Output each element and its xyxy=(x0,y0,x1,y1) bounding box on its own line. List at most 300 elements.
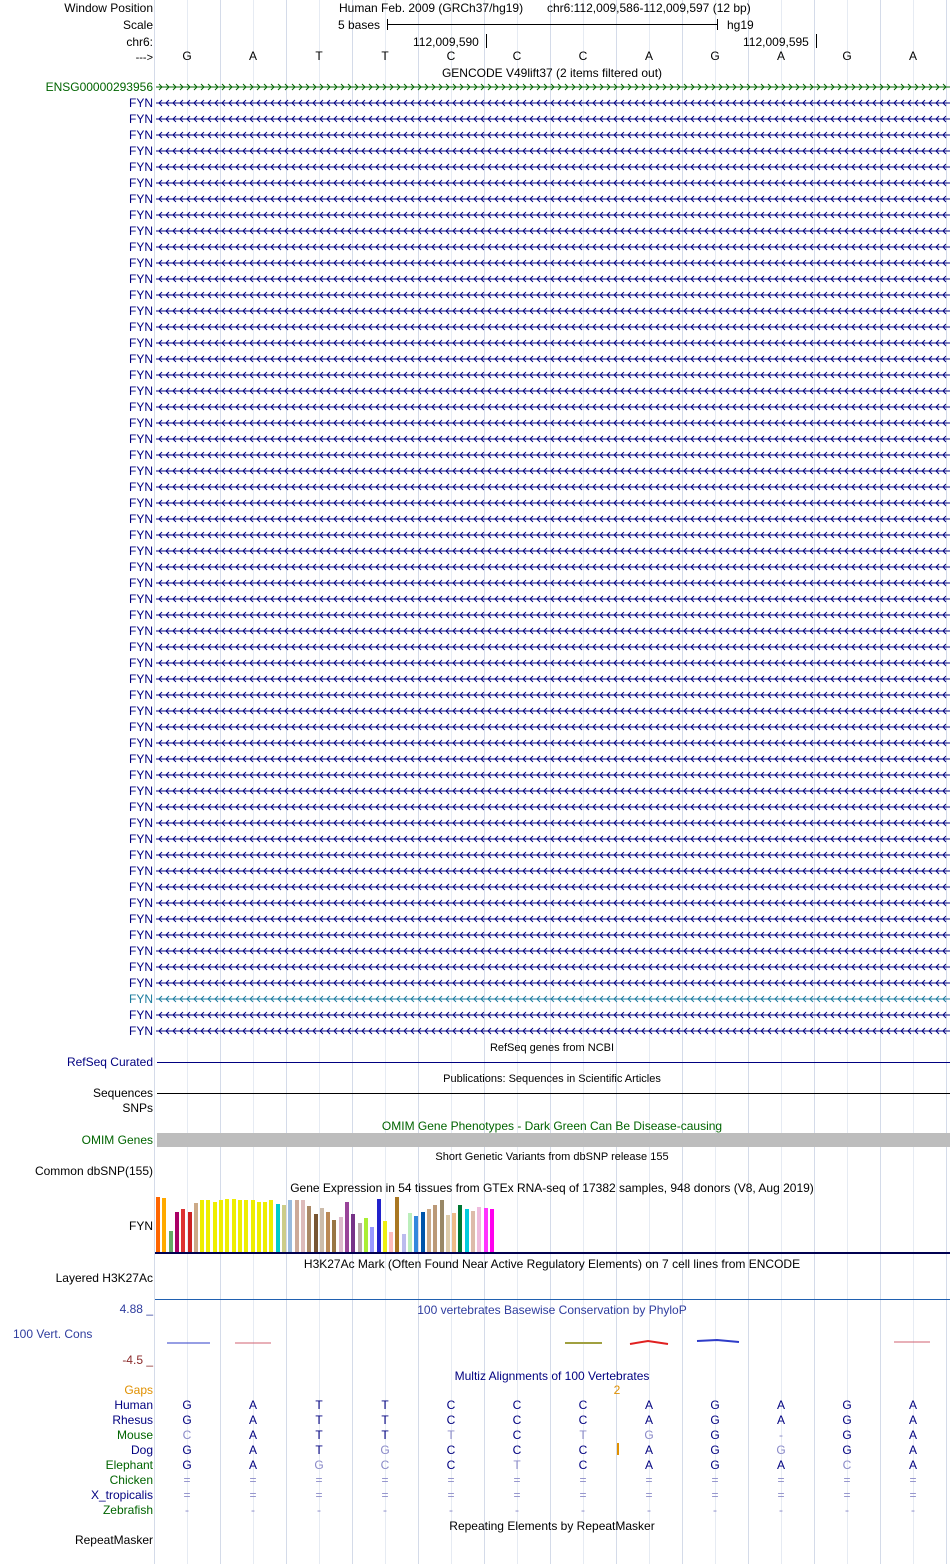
gtex-tissue-bar[interactable] xyxy=(446,1215,450,1252)
gencode-transcript-fyn[interactable] xyxy=(156,339,950,347)
multiz-base: - xyxy=(383,1503,387,1517)
multiz-base: G xyxy=(182,1413,192,1427)
base-letter: G xyxy=(842,49,852,63)
gtex-tissue-bar[interactable] xyxy=(162,1198,166,1252)
pubs-label-2[interactable]: SNPs xyxy=(122,1101,153,1115)
multiz-base: A xyxy=(248,1458,258,1472)
multiz-base: A xyxy=(776,1458,786,1472)
gencode-gene-label[interactable]: FYN xyxy=(129,640,153,654)
h3k27ac-baseline xyxy=(155,1299,950,1300)
gtex-tissue-bar[interactable] xyxy=(484,1208,488,1252)
gencode-gene-label[interactable]: FYN xyxy=(129,112,153,126)
multiz-base: C xyxy=(182,1428,192,1442)
base-letter: A xyxy=(908,49,918,63)
gencode-transcript-fyn[interactable] xyxy=(156,547,950,555)
base-letter: G xyxy=(182,49,192,63)
cons-min: -4.5 _ xyxy=(122,1353,153,1367)
gaps-label: Gaps xyxy=(124,1383,153,1397)
gencode-gene-label[interactable]: FYN xyxy=(129,624,153,638)
scale-label: Scale xyxy=(122,18,153,32)
gencode-transcript-fyn[interactable] xyxy=(156,803,950,811)
gencode-gene-label[interactable]: FYN xyxy=(129,672,153,686)
gtex-tissue-bar[interactable] xyxy=(320,1208,324,1252)
multiz-base: = xyxy=(843,1473,851,1487)
gencode-gene-label[interactable]: FYN xyxy=(129,784,153,798)
gtex-tissue-bar[interactable] xyxy=(194,1203,198,1252)
gap-count: 2 xyxy=(613,1383,621,1397)
h3k27ac-title[interactable]: H3K27Ac Mark (Often Found Near Active Regulatory Elements) on 7 cell lines from ENCODE xyxy=(303,1257,801,1271)
multiz-base: G xyxy=(776,1443,786,1457)
multiz-species-label[interactable]: Chicken xyxy=(109,1473,153,1487)
multiz-base: - xyxy=(845,1503,849,1517)
multiz-base: C xyxy=(380,1458,390,1472)
gtex-tissue-bar[interactable] xyxy=(433,1205,437,1252)
multiz-base: - xyxy=(911,1503,915,1517)
gencode-gene-label[interactable]: FYN xyxy=(129,528,153,542)
multiz-base: C xyxy=(512,1398,522,1412)
multiz-base: A xyxy=(776,1413,786,1427)
gtex-tissue-bar[interactable] xyxy=(225,1199,229,1252)
multiz-species-label[interactable]: Dog xyxy=(130,1443,153,1457)
gtex-tissue-bar[interactable] xyxy=(370,1227,374,1252)
gencode-transcript-fyn[interactable] xyxy=(156,675,950,683)
gencode-transcript-fyn[interactable] xyxy=(156,515,950,523)
gtex-tissue-bar[interactable] xyxy=(332,1220,336,1252)
multiz-base: A xyxy=(248,1428,258,1442)
gtex-tissue-bar[interactable] xyxy=(175,1212,179,1252)
gencode-transcript-fyn[interactable] xyxy=(156,483,950,491)
multiz-base: = xyxy=(183,1488,191,1502)
gencode-transcript-fyn[interactable] xyxy=(156,595,950,603)
gencode-gene-label[interactable]: FYN xyxy=(129,400,153,414)
gtex-tissue-bar[interactable] xyxy=(339,1217,343,1252)
gencode-transcript-fyn[interactable] xyxy=(156,947,950,955)
multiz-base: C xyxy=(842,1458,852,1472)
gtex-tissue-bar[interactable] xyxy=(414,1216,418,1252)
gtex-tissue-bar[interactable] xyxy=(307,1206,311,1252)
base-letter: C xyxy=(446,49,456,63)
gencode-gene-label[interactable]: FYN xyxy=(129,368,153,382)
pubs-line[interactable] xyxy=(157,1093,950,1094)
multiz-base: G xyxy=(710,1413,720,1427)
gencode-transcript-fyn[interactable] xyxy=(156,643,950,651)
gtex-tissue-bar[interactable] xyxy=(295,1200,299,1252)
gencode-gene-label[interactable]: FYN xyxy=(129,160,153,174)
gencode-transcript-ensg[interactable] xyxy=(156,83,950,91)
base-letter: T xyxy=(381,49,389,63)
multiz-base: - xyxy=(581,1503,585,1517)
rmsk-label[interactable]: RepeatMasker xyxy=(74,1533,153,1547)
gencode-transcript-fyn[interactable] xyxy=(156,179,950,187)
gencode-gene-label[interactable]: FYN xyxy=(129,432,153,446)
multiz-base: = xyxy=(579,1473,587,1487)
gencode-transcript-fyn[interactable] xyxy=(156,915,950,923)
gtex-tissue-bar[interactable] xyxy=(440,1200,444,1252)
coord-2: 112,009,595 xyxy=(743,35,809,49)
gencode-gene-label[interactable]: FYN xyxy=(129,864,153,878)
multiz-base: C xyxy=(512,1443,522,1457)
refseq-title[interactable]: RefSeq genes from NCBI xyxy=(489,1042,615,1054)
gtex-tissue-bar[interactable] xyxy=(251,1200,255,1252)
multiz-base: = xyxy=(315,1488,323,1502)
multiz-base: = xyxy=(645,1488,653,1502)
gencode-gene-label[interactable]: FYN xyxy=(129,208,153,222)
gencode-gene-label[interactable]: FYN xyxy=(129,176,153,190)
gencode-gene-label[interactable]: FYN xyxy=(129,992,153,1006)
gencode-transcript-fyn[interactable] xyxy=(156,963,950,971)
multiz-base: = xyxy=(711,1488,719,1502)
gencode-gene-label[interactable]: FYN xyxy=(129,576,153,590)
gencode-transcript-fyn[interactable] xyxy=(156,995,950,1003)
gencode-transcript-fyn[interactable] xyxy=(156,723,950,731)
gtex-tissue-bar[interactable] xyxy=(471,1211,475,1252)
multiz-base: - xyxy=(779,1503,783,1517)
gtex-tissue-bar[interactable] xyxy=(263,1202,267,1252)
multiz-base: A xyxy=(248,1413,258,1427)
multiz-base: T xyxy=(447,1428,455,1442)
gencode-gene-label[interactable]: FYN xyxy=(129,656,153,670)
gtex-tissue-bar[interactable] xyxy=(358,1223,362,1252)
gencode-transcript-fyn[interactable] xyxy=(156,1011,950,1019)
gencode-gene-label[interactable]: FYN xyxy=(129,192,153,206)
multiz-base: A xyxy=(908,1443,918,1457)
gencode-transcript-fyn[interactable] xyxy=(156,451,950,459)
h3k27ac-label[interactable]: Layered H3K27Ac xyxy=(55,1271,153,1285)
multiz-base: T xyxy=(381,1398,389,1412)
multiz-base: A xyxy=(644,1458,654,1472)
multiz-base: A xyxy=(908,1398,918,1412)
gtex-label[interactable]: FYN xyxy=(129,1219,153,1233)
multiz-species-label[interactable]: Zebrafish xyxy=(102,1503,153,1517)
multiz-base: - xyxy=(317,1503,321,1517)
multiz-base: A xyxy=(644,1398,654,1412)
gencode-transcript-fyn[interactable] xyxy=(156,147,950,155)
multiz-base: = xyxy=(579,1488,587,1502)
gtex-tissue-bar[interactable] xyxy=(326,1212,330,1252)
gtex-tissue-bar[interactable] xyxy=(232,1199,236,1252)
gencode-gene-label[interactable]: FYN xyxy=(129,416,153,430)
base-letter: A xyxy=(248,49,258,63)
gencode-transcript-fyn[interactable] xyxy=(156,579,950,587)
gencode-gene-label[interactable]: FYN xyxy=(129,976,153,990)
gtex-baseline xyxy=(155,1252,950,1254)
multiz-base: = xyxy=(315,1473,323,1487)
gencode-transcript-fyn[interactable] xyxy=(156,835,950,843)
gencode-transcript-fyn[interactable] xyxy=(156,755,950,763)
gencode-gene-label[interactable]: FYN xyxy=(129,512,153,526)
gtex-tissue-bar[interactable] xyxy=(402,1234,406,1252)
gencode-transcript-fyn[interactable] xyxy=(156,419,950,427)
gencode-gene-label[interactable]: FYN xyxy=(129,816,153,830)
gtex-tissue-bar[interactable] xyxy=(156,1197,160,1252)
gencode-gene-label[interactable]: FYN xyxy=(129,880,153,894)
multiz-base: G xyxy=(314,1458,324,1472)
gencode-transcript-fyn[interactable] xyxy=(156,115,950,123)
gencode-gene-label[interactable]: FYN xyxy=(129,592,153,606)
gencode-transcript-fyn[interactable] xyxy=(156,627,950,635)
omim-title[interactable]: OMIM Gene Phenotypes - Dark Green Can Be Disease-causing xyxy=(381,1119,723,1133)
cons-title[interactable]: 100 vertebrates Basewise Conservation by PhyloP xyxy=(417,1303,687,1317)
multiz-base: G xyxy=(710,1428,720,1442)
pubs-label-1[interactable]: Sequences xyxy=(92,1086,153,1100)
gtex-tissue-bar[interactable] xyxy=(257,1202,261,1252)
gtex-tissue-bar[interactable] xyxy=(188,1212,192,1252)
gencode-gene-label[interactable]: FYN xyxy=(129,288,153,302)
multiz-base: T xyxy=(315,1398,323,1412)
omim-bar[interactable] xyxy=(157,1133,950,1147)
multiz-base: T xyxy=(381,1428,389,1442)
gencode-gene-label[interactable]: FYN xyxy=(129,320,153,334)
gencode-gene-label[interactable]: FYN xyxy=(129,960,153,974)
gencode-gene-label[interactable]: FYN xyxy=(129,256,153,270)
multiz-base: A xyxy=(908,1413,918,1427)
gencode-transcript-fyn[interactable] xyxy=(156,99,950,107)
coord-1: 112,009,590 xyxy=(413,35,479,49)
gtex-tissue-bar[interactable] xyxy=(269,1200,273,1252)
multiz-base: - xyxy=(251,1503,255,1517)
gtex-tissue-bar[interactable] xyxy=(477,1207,481,1252)
multiz-base: G xyxy=(842,1398,852,1412)
gtex-tissue-bar[interactable] xyxy=(389,1232,393,1252)
gencode-gene-label[interactable]: FYN xyxy=(129,128,153,142)
gtex-tissue-bar[interactable] xyxy=(458,1205,462,1252)
gencode-transcript-fyn[interactable] xyxy=(156,131,950,139)
gencode-transcript-fyn[interactable] xyxy=(156,323,950,331)
gencode-gene-label[interactable]: FYN xyxy=(129,896,153,910)
gencode-gene-label[interactable]: FYN xyxy=(129,560,153,574)
multiz-species-label[interactable]: Elephant xyxy=(105,1458,153,1472)
scale-bar-left-tick xyxy=(387,19,388,30)
gencode-gene-label[interactable]: FYN xyxy=(129,240,153,254)
gencode-transcript-fyn[interactable] xyxy=(156,979,950,987)
gencode-transcript-fyn[interactable] xyxy=(156,931,950,939)
gtex-tissue-bar[interactable] xyxy=(276,1204,280,1252)
gencode-transcript-fyn[interactable] xyxy=(156,707,950,715)
gencode-gene-label[interactable]: ENSG00000293956 xyxy=(45,80,153,94)
gencode-gene-label[interactable]: FYN xyxy=(129,352,153,366)
gencode-transcript-fyn[interactable] xyxy=(156,819,950,827)
gencode-gene-label[interactable]: FYN xyxy=(129,720,153,734)
gtex-title[interactable]: Gene Expression in 54 tissues from GTEx RNA-seq of 17382 samples, 948 donors (V8, Aug 2019) xyxy=(290,1181,814,1195)
gtex-tissue-bar[interactable] xyxy=(351,1214,355,1252)
gencode-transcript-fyn[interactable] xyxy=(156,403,950,411)
dbsnp-label[interactable]: Common dbSNP(155) xyxy=(34,1164,153,1178)
gtex-tissue-bar[interactable] xyxy=(490,1209,494,1252)
gencode-transcript-fyn[interactable] xyxy=(156,739,950,747)
multiz-base: A xyxy=(644,1443,654,1457)
multiz-base: G xyxy=(182,1458,192,1472)
gtex-tissue-bar[interactable] xyxy=(465,1209,469,1252)
gtex-tissue-bar[interactable] xyxy=(288,1200,292,1252)
gencode-transcript-fyn[interactable] xyxy=(156,611,950,619)
gencode-transcript-fyn[interactable] xyxy=(156,787,950,795)
gencode-transcript-fyn[interactable] xyxy=(156,227,950,235)
gencode-transcript-fyn[interactable] xyxy=(156,899,950,907)
gencode-gene-label[interactable]: FYN xyxy=(129,1024,153,1038)
gencode-transcript-fyn[interactable] xyxy=(156,1027,950,1035)
gencode-transcript-fyn[interactable] xyxy=(156,275,950,283)
multiz-title[interactable]: Multiz Alignments of 100 Vertebrates xyxy=(454,1369,650,1383)
multiz-species-label[interactable]: X_tropicalis xyxy=(90,1488,153,1502)
gencode-transcript-fyn[interactable] xyxy=(156,659,950,667)
gencode-gene-label[interactable]: FYN xyxy=(129,384,153,398)
gencode-title[interactable]: GENCODE V49lift37 (2 items filtered out) xyxy=(441,66,663,80)
gencode-gene-label[interactable]: FYN xyxy=(129,224,153,238)
gencode-gene-label[interactable]: FYN xyxy=(129,704,153,718)
gencode-transcript-fyn[interactable] xyxy=(156,307,950,315)
gencode-gene-label[interactable]: FYN xyxy=(129,448,153,462)
gencode-transcript-fyn[interactable] xyxy=(156,499,950,507)
multiz-base: - xyxy=(185,1503,189,1517)
gencode-gene-label[interactable]: FYN xyxy=(129,464,153,478)
gencode-gene-label[interactable]: FYN xyxy=(129,848,153,862)
multiz-base: C xyxy=(578,1413,588,1427)
gtex-tissue-bar[interactable] xyxy=(427,1209,431,1252)
gtex-tissue-bar[interactable] xyxy=(364,1218,368,1252)
cons-label[interactable]: 100 Vert. Cons xyxy=(13,1327,93,1341)
gencode-transcript-fyn[interactable] xyxy=(156,531,950,539)
gencode-gene-label[interactable]: FYN xyxy=(129,1008,153,1022)
multiz-species-label[interactable]: Human xyxy=(114,1398,153,1412)
gencode-transcript-fyn[interactable] xyxy=(156,355,950,363)
gencode-gene-label[interactable]: FYN xyxy=(129,480,153,494)
gencode-gene-label[interactable]: FYN xyxy=(129,832,153,846)
multiz-base: - xyxy=(713,1503,717,1517)
gencode-transcript-fyn[interactable] xyxy=(156,163,950,171)
gencode-transcript-fyn[interactable] xyxy=(156,211,950,219)
multiz-species-label[interactable]: Mouse xyxy=(116,1428,153,1442)
scale-bar xyxy=(387,24,718,25)
dbsnp-title[interactable]: Short Genetic Variants from dbSNP release 155 xyxy=(435,1151,669,1163)
gtex-tissue-bar[interactable] xyxy=(408,1213,412,1252)
gencode-gene-label[interactable]: FYN xyxy=(129,928,153,942)
cons-wiggle[interactable] xyxy=(0,1330,950,1354)
scale-text: 5 bases xyxy=(338,18,381,32)
base-letter: A xyxy=(644,49,654,63)
multiz-base: = xyxy=(447,1488,455,1502)
gencode-gene-label[interactable]: FYN xyxy=(129,144,153,158)
gencode-transcript-fyn[interactable] xyxy=(156,291,950,299)
multiz-base: T xyxy=(315,1413,323,1427)
multiz-base: = xyxy=(645,1473,653,1487)
multiz-base: - xyxy=(515,1503,519,1517)
position-text: chr6:112,009,586-112,009,597 (12 bp) xyxy=(547,1,751,15)
gtex-tissue-bar[interactable] xyxy=(301,1200,305,1252)
multiz-base: = xyxy=(183,1473,191,1487)
gencode-gene-label[interactable]: FYN xyxy=(129,912,153,926)
coord-2-tick xyxy=(816,34,817,48)
multiz-base: A xyxy=(644,1413,654,1427)
gtex-tissue-bar[interactable] xyxy=(238,1200,242,1252)
gencode-gene-label[interactable]: FYN xyxy=(129,96,153,110)
gtex-tissue-bar[interactable] xyxy=(377,1199,381,1252)
gencode-gene-label[interactable]: FYN xyxy=(129,736,153,750)
gtex-tissue-bar[interactable] xyxy=(345,1202,349,1252)
base-letter: C xyxy=(512,49,522,63)
refseq-label[interactable]: RefSeq Curated xyxy=(66,1055,153,1069)
gencode-transcript-fyn[interactable] xyxy=(156,563,950,571)
scale-bar-right-tick xyxy=(717,19,718,30)
multiz-base: T xyxy=(315,1428,323,1442)
multiz-base: = xyxy=(381,1488,389,1502)
multiz-base: T xyxy=(513,1458,521,1472)
base-letter: G xyxy=(710,49,720,63)
gencode-gene-label[interactable]: FYN xyxy=(129,496,153,510)
multiz-base: C xyxy=(446,1443,456,1457)
gencode-transcript-fyn[interactable] xyxy=(156,243,950,251)
gtex-tissue-bar[interactable] xyxy=(383,1221,387,1252)
base-letter: C xyxy=(578,49,588,63)
gencode-transcript-fyn[interactable] xyxy=(156,851,950,859)
gencode-gene-label[interactable]: FYN xyxy=(129,272,153,286)
base-letter: T xyxy=(315,49,323,63)
gtex-tissue-bar[interactable] xyxy=(219,1200,223,1252)
multiz-base: G xyxy=(182,1398,192,1412)
gtex-tissue-bar[interactable] xyxy=(169,1231,173,1252)
gencode-gene-label[interactable]: FYN xyxy=(129,608,153,622)
gtex-tissue-bar[interactable] xyxy=(421,1212,425,1252)
gencode-transcript-fyn[interactable] xyxy=(156,467,950,475)
omim-label[interactable]: OMIM Genes xyxy=(81,1133,153,1147)
gtex-tissue-bar[interactable] xyxy=(314,1214,318,1252)
gencode-transcript-fyn[interactable] xyxy=(156,195,950,203)
multiz-base: C xyxy=(512,1428,522,1442)
multiz-species-label[interactable]: Rhesus xyxy=(112,1413,153,1427)
gencode-transcript-fyn[interactable] xyxy=(156,867,950,875)
gencode-gene-label[interactable]: FYN xyxy=(129,768,153,782)
multiz-base: - xyxy=(647,1503,651,1517)
gencode-gene-label[interactable]: FYN xyxy=(129,304,153,318)
gencode-transcript-fyn[interactable] xyxy=(156,691,950,699)
multiz-base: T xyxy=(315,1443,323,1457)
gtex-tissue-bar[interactable] xyxy=(213,1202,217,1252)
gencode-transcript-fyn[interactable] xyxy=(156,771,950,779)
gtex-tissue-bar[interactable] xyxy=(395,1197,399,1252)
gencode-gene-label[interactable]: FYN xyxy=(129,336,153,350)
gencode-gene-label[interactable]: FYN xyxy=(129,944,153,958)
pubs-title[interactable]: Publications: Sequences in Scientific Articles xyxy=(443,1073,661,1085)
multiz-base: = xyxy=(249,1488,257,1502)
gtex-tissue-bar[interactable] xyxy=(181,1209,185,1252)
refseq-line[interactable] xyxy=(157,1062,950,1063)
gencode-transcript-fyn[interactable] xyxy=(156,387,950,395)
multiz-base: = xyxy=(909,1488,917,1502)
gencode-transcript-fyn[interactable] xyxy=(156,883,950,891)
gtex-tissue-bar[interactable] xyxy=(200,1200,204,1252)
gencode-gene-label[interactable]: FYN xyxy=(129,800,153,814)
gencode-gene-label[interactable]: FYN xyxy=(129,688,153,702)
multiz-base: G xyxy=(644,1428,654,1442)
rmsk-title[interactable]: Repeating Elements by RepeatMasker xyxy=(449,1519,655,1533)
multiz-base: = xyxy=(711,1473,719,1487)
gtex-tissue-bar[interactable] xyxy=(206,1200,210,1252)
multiz-base: A xyxy=(248,1398,258,1412)
gtex-tissue-bar[interactable] xyxy=(282,1205,286,1252)
multiz-base: A xyxy=(908,1428,918,1442)
gencode-gene-label[interactable]: FYN xyxy=(129,544,153,558)
db-text: hg19 xyxy=(727,18,754,32)
gencode-transcript-fyn[interactable] xyxy=(156,435,950,443)
multiz-base: T xyxy=(381,1413,389,1427)
assembly-text: Human Feb. 2009 (GRCh37/hg19) xyxy=(339,1,524,15)
gencode-gene-label[interactable]: FYN xyxy=(129,752,153,766)
gencode-transcript-fyn[interactable] xyxy=(156,259,950,267)
gencode-transcript-fyn[interactable] xyxy=(156,371,950,379)
gtex-tissue-bar[interactable] xyxy=(244,1200,248,1252)
multiz-base: = xyxy=(777,1488,785,1502)
gtex-tissue-bar[interactable] xyxy=(452,1213,456,1252)
multiz-base: A xyxy=(776,1398,786,1412)
